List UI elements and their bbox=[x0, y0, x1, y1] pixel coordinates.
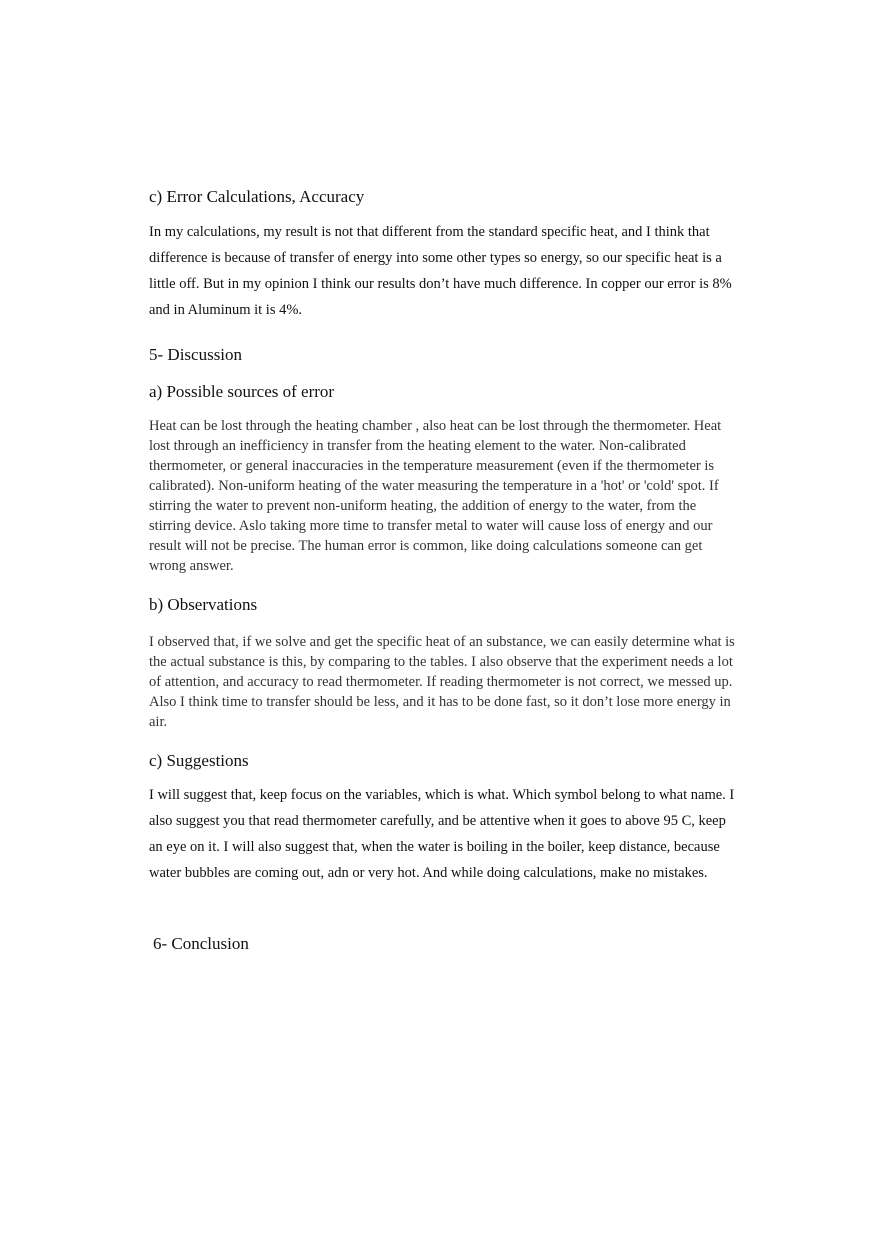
paragraph-observations: I observed that, if we solve and get the specific heat of an substance, we can easily determine what is the actual substance is this, by comparing to the tables. I also observe that the experiment needs a lot of attention, and accuracy to read thermometer. If reading thermometer is not correct, we messed up. Also I think time to transfer should be less, and it has to be done fast, so it don’t lose more energy in air. bbox=[149, 634, 735, 730]
paragraph-sources-of-error: Heat can be lost through the heating chamber , also heat can be lost through the thermometer. Heat lost through an inefficiency in transfer from the heating element to the water. Non-calibrated thermometer, or general inaccuracies in the temperature measurement (even if the thermometer is calibrated). Non-uniform heating of the water measuring the temperature in a 'hot' or 'cold' spot. If stirring the water to prevent non-uniform heating, the addition of energy to the water, from the stirring device. Aslo taking more time to transfer metal to water will cause loss of energy and our result will not be precise. The human error is common, like doing calculations someone can get wrong answer. bbox=[149, 418, 722, 574]
section-heading-error-calculations: c) Error Calculations, Accuracy bbox=[149, 187, 365, 206]
paragraph-error-calculations: In my calculations, my result is not that different from the standard specific heat, and I think that difference is because of transfer of energy into some other types so energy, so our specific heat is a little off. But in my opinion I think our results don’t have much difference. In copper our error is 8% and in Aluminum it is 4%. bbox=[149, 224, 732, 318]
section-heading-discussion: 5- Discussion bbox=[149, 345, 243, 364]
section-heading-conclusion: 6- Conclusion bbox=[153, 934, 249, 953]
section-heading-sources-of-error: a) Possible sources of error bbox=[149, 382, 335, 401]
section-heading-suggestions: c) Suggestions bbox=[149, 751, 249, 770]
section-heading-observations: b) Observations bbox=[149, 595, 258, 614]
paragraph-suggestions: I will suggest that, keep focus on the variables, which is what. Which symbol belong to what name. I also suggest you that read thermometer carefully, and be attentive when it goes to above 95 C, keep an eye on it. I will also suggest that, when the water is boiling in the boiler, keep distance, because water bubbles are coming out, adn or very hot. And while doing calculations, make no mistakes. bbox=[149, 787, 735, 881]
